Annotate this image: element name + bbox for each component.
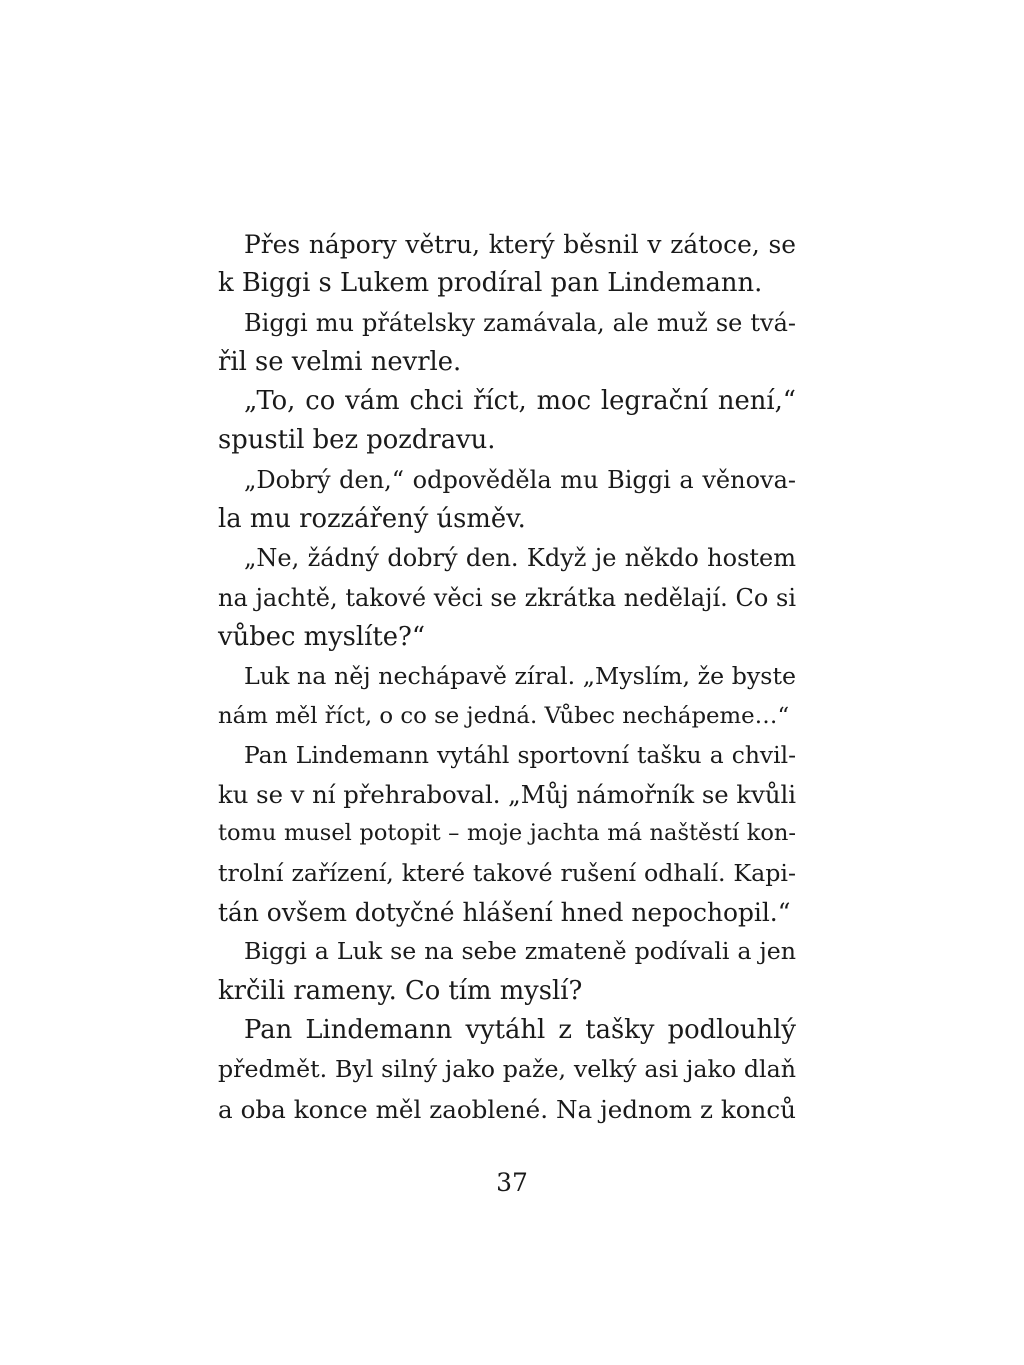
text-line: k Biggi s Lukem prodíral pan Lindemann. xyxy=(218,268,763,299)
text-line: nám měl říct, o co se jedná. Vůbec nechápeme…“ xyxy=(218,702,790,729)
text-line: Pan Lindemann vytáhl z tašky podlouhlý xyxy=(244,1014,796,1045)
text-line: tán ovšem dotyčné hlášení hned nepochopil.“ xyxy=(218,898,791,928)
text-line: a oba konce měl zaoblené. Na jednom z konců xyxy=(218,1094,796,1124)
text-line: la mu rozzářený úsměv. xyxy=(218,504,526,535)
text-line: Pan Lindemann vytáhl sportovní tašku a chvil- xyxy=(244,740,796,769)
text-line: „To, co vám chci říct, moc legrační není,“ xyxy=(244,386,796,417)
text-line: Luk na něj nechápavě zíral. „Myslím, že byste xyxy=(244,662,796,691)
text-line: vůbec myslíte?“ xyxy=(218,621,426,652)
text-line: předmět. Byl silný jako paže, velký asi jako dlaň xyxy=(218,1055,796,1084)
text-line: „Dobrý den,“ odpověděla mu Biggi a věnova- xyxy=(244,465,796,494)
body-text xyxy=(218,225,796,1129)
text-line: „Ne, žádný dobrý den. Když je někdo hostem xyxy=(244,544,796,573)
text-line: krčili rameny. Co tím myslí? xyxy=(218,975,583,1006)
text-line: Biggi mu přátelsky zamávala, ale muž se tvá- xyxy=(244,308,796,337)
text-line: trolní zařízení, které takové rušení odhalí. Kapi- xyxy=(218,858,796,887)
text-line: spustil bez pozdravu. xyxy=(218,425,496,456)
text-line: ku se v ní přehraboval. „Můj námořník se kvůli xyxy=(218,780,797,810)
text-line: řil se velmi nevrle. xyxy=(218,346,462,377)
text-line: Přes nápory větru, který běsnil v zátoce, se xyxy=(244,230,796,259)
text-line: Biggi a Luk se na sebe zmateně podívali a jen xyxy=(244,937,796,966)
text-line: na jachtě, takové věci se zkrátka nedělají. Co si xyxy=(218,583,796,612)
text-line: tomu musel potopit – moje jachta má naštěstí kon- xyxy=(218,820,796,847)
page-number: 37 xyxy=(496,1168,528,1197)
